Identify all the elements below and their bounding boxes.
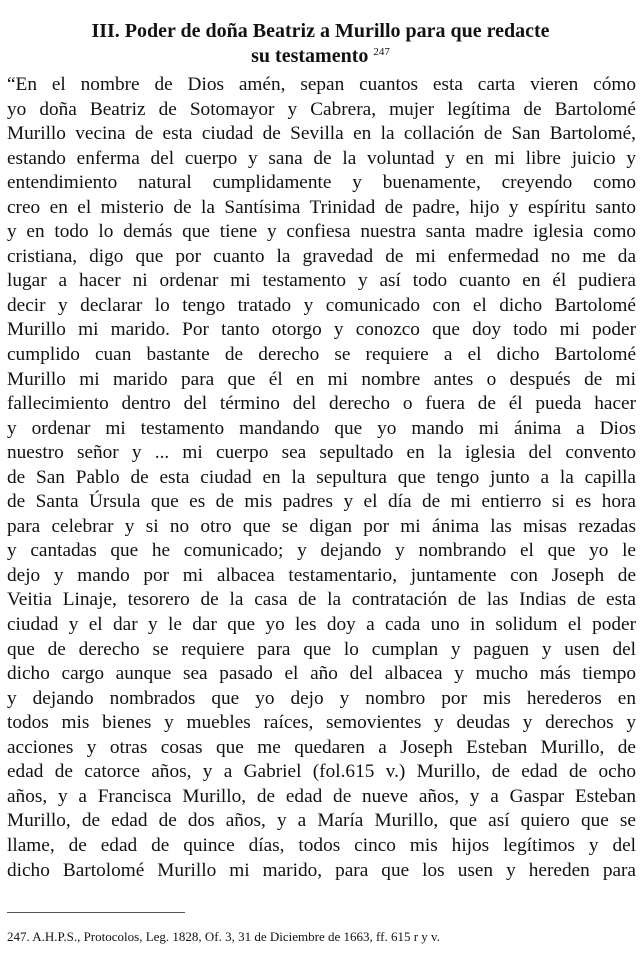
text-line: Murillo, de edad de dos años, y a María Murillo, que así quiero que se (7, 810, 636, 832)
text-line: Murillo mi marido. Por tanto otorgo y conozco que doy todo mi poder (7, 319, 636, 341)
text-line: dicho Bartolomé Murillo mi marido, para que los usen y hereden para (7, 859, 636, 881)
text-line: dejo y mando por mi albacea testamentario, juntamente con Joseph de (7, 564, 636, 586)
text-line: estando enferma del cuerpo y sana de la voluntad y en mi libre juicio y (7, 147, 636, 169)
text-line: cumplido cuan bastante de derecho se requiere a el dicho Bartolomé (7, 344, 636, 366)
text-line: edad de catorce años, y a Gabriel (fol.615 v.) Murillo, de edad de ocho (7, 761, 636, 783)
text-line: nuestro señor y ... mi cuerpo sea sepultado en la iglesia del convento (7, 442, 636, 464)
text-line: yo doña Beatriz de Sotomayor y Cabrera, mujer legítima de Bartolomé (7, 98, 636, 120)
text-line: Murillo vecina de esta ciudad de Sevilla en la collación de San Bartolomé, (7, 123, 636, 145)
text-line: ciudad y el dar y le dar que yo les doy a cada uno in solidum el poder (7, 614, 636, 636)
text-line: de San Pablo de esta ciudad en la sepultura que tengo junto a la capilla (7, 466, 636, 488)
heading-line-2 (20, 44, 621, 69)
text-line: de Santa Úrsula que es de mis padres y el día de mi entierro si es hora (7, 491, 636, 513)
text-line: acciones y otras cosas que me quedaren a Joseph Esteban Murillo, de (7, 736, 636, 758)
text-line: y ordenar mi testamento mandando que yo mando mi ánima a Dios (7, 417, 636, 439)
text-line: Murillo mi marido para que él en mi nombre antes o después de mi (7, 368, 636, 390)
text-line: llame, de edad de quince días, todos cinco mis hijos legítimos y del (7, 834, 636, 856)
text-line: que de derecho se requiere para que lo cumplan y paguen y usen del (7, 638, 636, 660)
text-line: creo en el misterio de la Santísima Trinidad de padre, hijo y espíritu santo (7, 196, 636, 218)
text-line: decir y declarar lo tengo tratado y comunicado con el dicho Bartolomé (7, 294, 636, 316)
footnote-reference: 247 (373, 46, 390, 59)
text-line: todos mis bienes y muebles raíces, semovientes y deudas y derechos y (7, 712, 636, 734)
text-line: lugar a hacer ni ordenar mi testamento y así todo cuanto en él pudiera (7, 270, 636, 292)
footnote-divider (7, 912, 185, 913)
footnote: 247. A.H.P.S., Protocolos, Leg. 1828, Of. 3, 31 de Diciembre de 1663, ff. 615 r y v. (7, 929, 440, 944)
text-line: entendimiento natural cumplidamente y buenamente, creyendo como (7, 172, 636, 194)
section-heading (20, 19, 621, 69)
text-line: años, y a Francisca Murillo, de edad de nueve años, y a Gaspar Esteban (7, 785, 636, 807)
text-line: para celebrar y si no otro que se digan por mi ánima las misas rezadas (7, 515, 636, 537)
text-line: y dejando nombrados que yo dejo y nombro por mis herederos en (7, 687, 636, 709)
text-line: dicho cargo aunque sea pasado el año del albacea y mucho más tiempo (7, 663, 636, 685)
text-line: “En el nombre de Dios amén, sepan cuantos esta carta vieren cómo (7, 74, 636, 95)
body-paragraph (7, 73, 636, 883)
text-line: Veitia Linaje, tesorero de la casa de la contratación de las Indias de esta (7, 589, 636, 611)
text-line: cristiana, digo que por cuanto la gravedad de mi enfermedad no me da (7, 245, 636, 267)
heading-line-1: III. Poder de doña Beatriz a Murillo para que redacte (91, 20, 550, 43)
text-line: y cantadas que he comunicado; y dejando y nombrando el que yo le (7, 540, 636, 562)
text-line: fallecimiento dentro del término del derecho o fuera de él pueda hacer (7, 393, 636, 415)
heading-line-2-text: su testamento (251, 45, 369, 68)
text-line: y en todo lo demás que tiene y confiesa nuestra santa madre iglesia como (7, 221, 636, 243)
